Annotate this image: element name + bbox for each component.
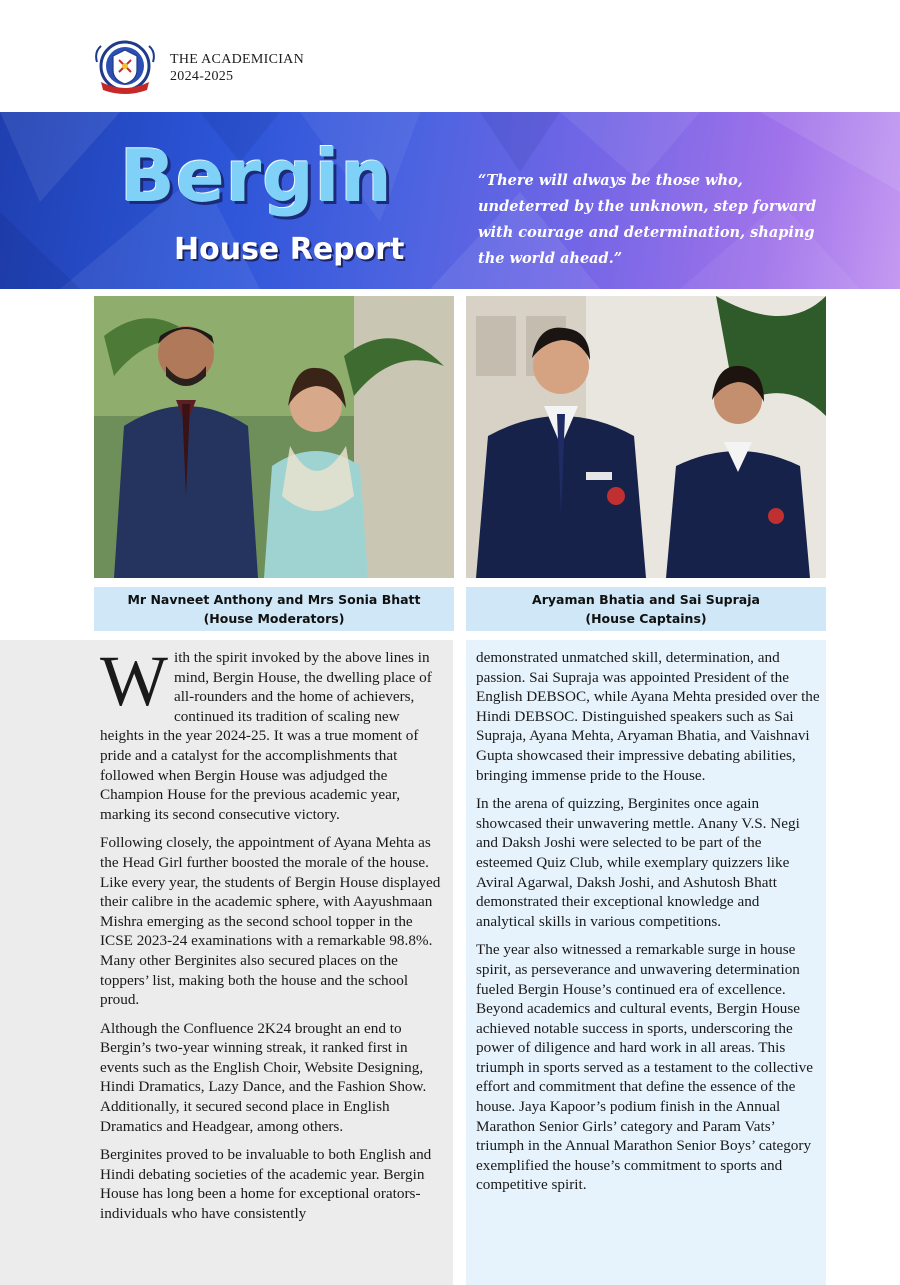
article-paragraph: demonstrated unmatched skill, determination, and passion. Sai Supraja was appointed President of the English DEBSOC, while Ayana Mehta presided over the Hindi DEBSOC. Distinguished speakers such as Sai Supraja, Ayana Mehta, Aryaman Bhatia, and Vaishnavi Gupta showcased their impressive debating abilities, bringing immense pride to the House.: [476, 649, 820, 784]
captains-photo: [466, 296, 826, 578]
article-paragraph: Although the Confluence 2K24 brought an end to Bergin’s two-year winning streak, it ranked first in events such as the English Choir, Website Designing, Hindi Dramatics, Lazy Dance, and the Fashion Show. Additionally, it secured second place in English Dramatics and Headgear, among others.: [100, 1019, 427, 1135]
article-paragraph: [100, 641, 446, 824]
banner-quote: “There will always be those who, undeterred by the unknown, step forward with courage and determination, shaping the world ahead.”: [478, 172, 817, 267]
masthead: [92, 38, 304, 98]
article-paragraph: The year also witnessed a remarkable surge in house spirit, as perseverance and unwavering determination fueled Bergin House’s continued era of excellence. Beyond academics and cultural events, Bergin House achieved notable success in sports, underscoring the power of diligence and hard work in all areas. This triumph in sports served as a testament to the collective effort and commitment that define the essence of the house. Jaya Kapoor’s podium finish in the Annual Marathon Senior Girls’ category and Param Vats’ triumph in the Annual Marathon Senior Boys’ category exemplified the house’s commitment to sports and competitive spirit.: [476, 941, 813, 1194]
article-paragraph: In the arena of quizzing, Berginites once again showcased their unwavering mettle. Anany V.S. Negi and Daksh Joshi were selected to be part of the esteemed Quiz Club, while exemplary quizzers like Aviral Agarwal, Daksh Joshi, and Ashutosh Bhatt demonstrated their exceptional knowledge and analytical skills in various competitions.: [476, 795, 800, 930]
house-subtitle: House Report: [174, 232, 405, 267]
school-crest-logo: [92, 38, 158, 98]
moderators-names: Mr Navneet Anthony and Mrs Sonia Bhatt: [127, 592, 421, 607]
article-paragraph: Berginites proved to be invaluable to both English and Hindi debating societies of the academic year. Bergin House has long been a home for exceptional orators- individuals who have consistently: [100, 1146, 432, 1223]
captains-names: Aryaman Bhatia and Sai Supraja: [532, 592, 760, 607]
moderators-role: (House Moderators): [203, 611, 345, 626]
captains-role: (House Captains): [585, 611, 707, 626]
moderators-photo: [94, 296, 454, 578]
publication-year: 2024-2025: [170, 69, 234, 84]
paragraph-text: ith the spirit invoked by the above lines in mind, Bergin House, the dwelling place of all-rounders and the home of achievers, continued its tradition of scaling new heights in the year 2024-25. It was a true moment of pride and a catalyst for the accomplishments that followed when Bergin House was adjudged the Champion House for the previous academic year, marking its second consecutive victory.: [100, 649, 432, 823]
article-column-left: [0, 640, 453, 1285]
article-paragraph: Following closely, the appointment of Ayana Mehta as the Head Girl further boosted the morale of the house. Like every year, the students of Bergin House displayed their calibre in the academic sphere, with Aayushmaan Mishra emerging as the second school topper in the ICSE 2023-24 examinations with a remarkable 98.8%. Many other Berginites also secured places on the toppers’ list, making both the house and the school proud.: [100, 834, 441, 1009]
house-banner: [0, 112, 900, 289]
article-column-right: [466, 640, 826, 1285]
drop-cap: W: [100, 641, 168, 721]
publication-name: THE ACADEMICIAN: [170, 52, 304, 67]
captains-caption: [466, 587, 826, 631]
moderators-caption: [94, 587, 454, 631]
house-title: Bergin: [120, 134, 393, 218]
